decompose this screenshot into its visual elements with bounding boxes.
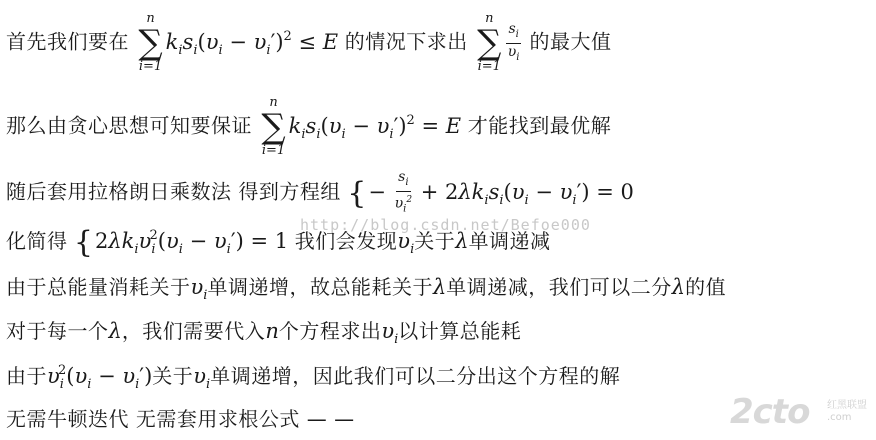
line-5-text-b: 单调递增，故总能耗关于 [207,275,433,299]
sum-symbol: n ∑ i=1 [261,95,286,158]
line-6-text-a: 对于每一个 [6,319,109,343]
velocity-symbol: $\upsilon_i$ [397,229,415,257]
lagrange-equation-formula: {− $\frac{s_i}{\upsilon_i^2}$ + $2\lambda k_is_i(\upsilon_i - \upsilon_i') = 0$ [347,169,634,215]
line-7-text-a: 由于 [6,364,47,388]
lambda-symbol: λ [108,319,122,343]
line-4-text-b: 我们会发现 [294,229,398,253]
line-2-text-b: 才能找到最优解 [467,113,612,138]
line-5 [6,277,726,302]
sum-symbol: n ∑ i=1 [477,11,502,74]
simplified-equation-formula: {$2\lambda k_i\upsilon_i^2(\upsilon_i - \upsilon_i') = 1$ [73,225,295,260]
line-1-text-a: 首先我们要在 [6,29,129,54]
energy-equality-formula: n ∑ i=1 $k_is_i(\upsilon_i - \upsilon_i')^2 = E$ [261,95,462,158]
logo-main-text: 2cto [730,392,810,432]
objective-formula [474,11,529,74]
velocity-symbol: $\upsilon_i$ [190,275,208,303]
line-2 [6,96,611,158]
watermark-url: http://blog.csdn.net/Befoe000 [300,216,591,234]
logo-domain-text: .com [827,412,852,423]
line-7 [6,364,620,391]
line-6 [6,321,521,346]
line-3-text-a: 随后套用拉格朗日乘数法 得到方程组 [6,179,341,204]
line-1-text-b: 的情况下求出 [344,29,468,54]
lambda-symbol: λ [455,229,469,253]
line-1-text-c: 的最大值 [529,29,612,54]
line-7-text-b: 关于 [152,364,194,388]
line-1 [6,12,612,74]
line-5-text-a: 由于总能量消耗关于 [6,275,191,299]
line-6-text-d: 以计算总能耗 [398,319,522,343]
site-logo [730,392,876,440]
n-symbol: n [265,319,279,343]
expression-formula: $\upsilon_i^2(\upsilon_i - \upsilon_i')$ [47,363,153,392]
line-2-text-a: 那么由贪心思想可知要保证 [6,113,252,138]
line-5-text-d: 的值 [685,275,727,299]
energy-constraint-formula: n ∑ i=1 $k_is_i(\upsilon_i - \upsilon_i')^2 \le E$ [138,11,339,74]
velocity-symbol: $\upsilon_i$ [193,364,211,392]
line-6-text-c: 个方程求出 [278,319,382,343]
fraction: $\frac{s_i}{\upsilon_i}$ [507,20,520,63]
line-8 [6,409,355,429]
line-4-text-d: 单调递减 [468,229,551,253]
lambda-symbol: λ [671,275,686,299]
sum-symbol: n ∑ i=1 [138,11,163,74]
line-3 [6,170,634,216]
lambda-symbol: λ [432,275,447,299]
line-4-text-c: 关于 [414,229,456,253]
line-7-text-c: 单调递增，因此我们可以二分出这个方程的解 [210,364,621,388]
line-6-text-b: ，我们需要代入 [121,319,266,343]
line-8-text-a: 无需牛顿迭代 无需套用求根公式 — — [6,407,355,431]
fraction: $\frac{s_i}{\upsilon_i^2}$ [394,169,413,215]
logo-sub-text: 红黑联盟 [827,400,867,411]
line-5-text-c: 单调递减，我们可以二分 [446,275,672,299]
line-4-text-a: 化简得 [6,229,68,253]
velocity-symbol: $\upsilon_i$ [381,319,399,347]
